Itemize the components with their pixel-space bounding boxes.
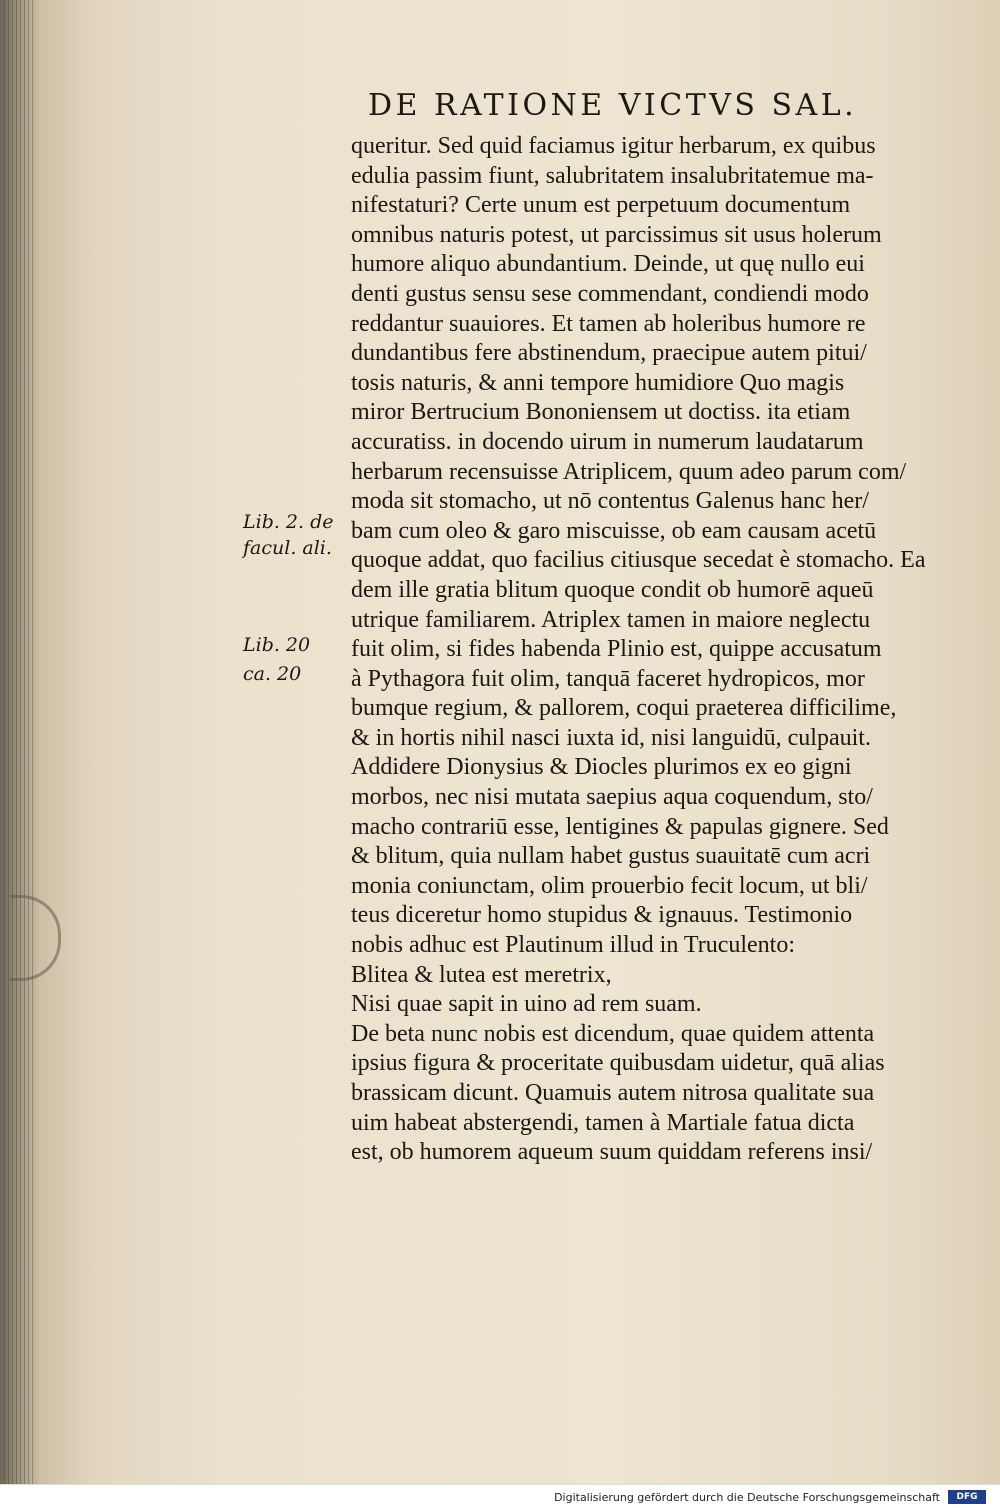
running-head: DE RATIONE VICTVS SAL. — [368, 88, 858, 123]
text-line: reddantur suauiores. Et tamen ab holeribus humore re — [351, 310, 866, 337]
text-line: monia coniunctam, olim prouerbio fecit locum, ut bli/ — [351, 872, 868, 899]
text-line: queritur. Sed quid faciamus igitur herbarum, ex quibus — [351, 133, 876, 159]
text-line: moda sit stomacho, ut nō contentus Galenus hanc her/ — [351, 488, 869, 515]
text-line: teus diceretur homo stupidus & ignauus. Testimonio — [351, 902, 853, 929]
text-line: herbarum recensuisse Atriplicem, quum adeo parum com/ — [351, 458, 907, 485]
text-line: miror Bertrucium Bononiensem ut doctiss. ita etiam — [351, 399, 851, 426]
text-line: edulia passim fiunt, salubritatem insalubritatemue ma- — [351, 162, 874, 189]
book-page — [38, 0, 1000, 1484]
text-line: quoque addat, quo facilius citiusque secedat è stomacho. Ea — [351, 547, 926, 574]
text-line: uim habeat abstergendi, tamen à Martiale fatua dicta — [351, 1109, 855, 1136]
margin-note-lib20: Lib. 20 — [243, 634, 311, 656]
text-line: denti gustus sensu sese commendant, condiendi modo — [351, 280, 869, 307]
text-line: bumque regium, & pallorem, coqui praeterea difficilime, — [351, 695, 897, 722]
margin-note-lib2: Lib. 2. de — [243, 511, 334, 533]
text-line: & in hortis nihil nasci iuxta id, nisi languidū, culpauit. — [351, 724, 871, 751]
footer-bar — [0, 1484, 1000, 1508]
margin-note-ca20: ca. 20 — [243, 663, 302, 685]
text-line: ipsius figura & proceritate quibusdam uidetur, quā alias — [351, 1050, 885, 1077]
text-line: & blitum, quia nullam habet gustus suauitatē cum acri — [351, 843, 871, 870]
text-line: dem ille gratia blitum quoque condit ob humorē aqueū — [351, 576, 874, 603]
text-line: dundantibus fere abstinendum, praecipue autem pitui/ — [351, 340, 867, 367]
text-line: à Pythagora fuit olim, tanquā faceret hydropicos, mor — [351, 665, 865, 692]
text-line: macho contrariū esse, lentigines & papulas gignere. Sed — [351, 813, 889, 840]
text-line: nifestaturi? Certe unum est perpetuum documentum — [351, 192, 851, 219]
text-line: nobis adhuc est Plautinum illud in Truculento: — [351, 932, 795, 959]
dfg-logo: DFG — [948, 1490, 986, 1504]
text-line: tosis naturis, & anni tempore humidiore Quo magis — [351, 369, 845, 396]
margin-note-facul: facul. ali. — [243, 537, 332, 559]
text-line: morbos, nec nisi mutata saepius aqua coquendum, sto/ — [351, 784, 873, 811]
verse-line: Blitea & lutea est meretrix, — [351, 961, 612, 988]
digitization-credit: Digitalisierung gefördert durch die Deutsche Forschungsgemeinschaft — [554, 1491, 940, 1504]
page-edge-lines — [4, 0, 34, 1484]
text-line: est, ob humorem aqueum suum quiddam referens insi/ — [351, 1139, 873, 1166]
text-line: Addidere Dionysius & Diocles plurimos ex eo gigni — [351, 754, 852, 781]
text-line: utrique familiarem. Atriplex tamen in maiore neglectu — [351, 606, 871, 633]
text-line: accuratiss. in docendo uirum in numerum laudatarum — [351, 428, 864, 455]
text-line: humore aliquo abundantium. Deinde, ut quę nullo eui — [351, 251, 865, 278]
verse-line: Nisi quae sapit in uino ad rem suam. — [351, 991, 702, 1018]
text-line: brassicam dicunt. Quamuis autem nitrosa qualitate sua — [351, 1080, 875, 1106]
text-line: De beta nunc nobis est dicendum, quae quidem attenta — [351, 1020, 875, 1047]
text-line: fuit olim, si fides habenda Plinio est, quippe accusatum — [351, 636, 882, 663]
text-line: bam cum oleo & garo miscuisse, ob eam causam acetū — [351, 517, 877, 544]
body-text — [351, 132, 991, 1168]
text-line: omnibus naturis potest, ut parcissimus sit usus holerum — [351, 221, 882, 248]
